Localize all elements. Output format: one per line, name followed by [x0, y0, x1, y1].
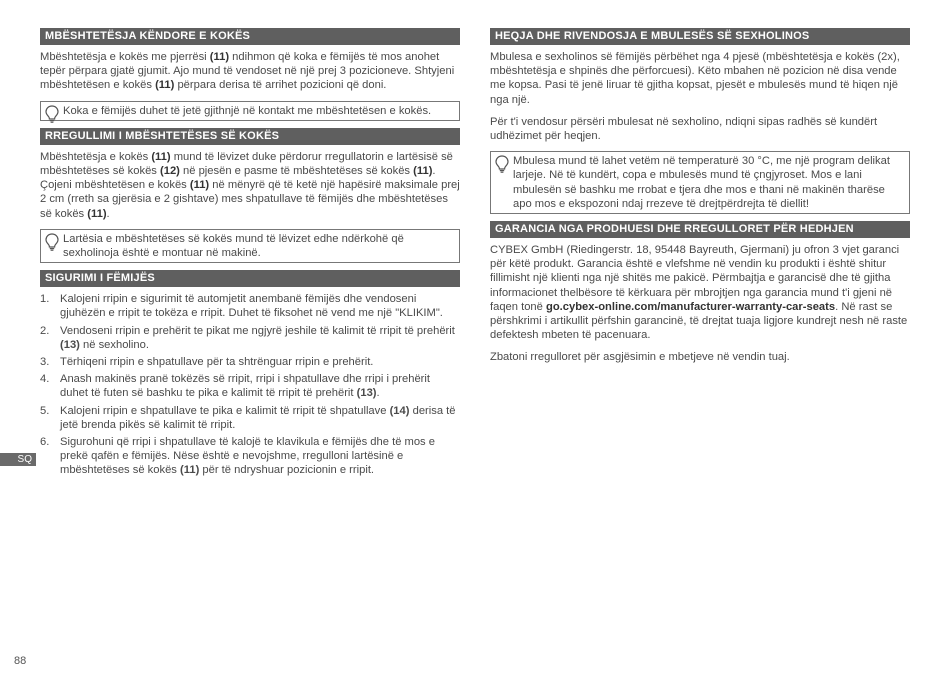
step-item	[40, 435, 460, 478]
step-text: Vendoseni rripin e prehërit te pikat me ngjyrë jeshile të kalimit të rripit të prehërit (13) në sexholino.	[60, 324, 455, 351]
lightbulb-icon	[495, 155, 509, 173]
note-text: Mbulesa mund të lahet vetëm në temperaturë 30 °C, me një program delikat larjeje. Në të kundërt, copa e mbulesës mund të çngjyroset. Mos e lani mbulesën së bashku me rrobat e tjera dhe mos e thani në makinën tharëse apo mos e ekspozoni ndaj rrezeve të drejtpërdrejta të diellit!	[513, 155, 890, 210]
steps-list	[40, 292, 460, 477]
paragraph-disposal: Zbatoni rregulloret për asgjësimin e mbetjeve në vendin tuaj.	[490, 351, 790, 364]
step-text: Kalojeni rripin e shpatullave te pika e kalimit të rripit të shpatullave (14) derisa të jetë brenda pikës së kalimit të rripit.	[60, 404, 456, 431]
part-reference: (14)	[389, 404, 410, 417]
part-reference: (11)	[189, 179, 210, 192]
part-reference: (11)	[180, 464, 200, 477]
step-number: 5.	[40, 404, 50, 417]
step-text: Anash makinës pranë tokëzës së rripit, rripi i shpatullave dhe rripi i prehërit duhet të futen së bashku te pika e kalimit të rripit të prehërit (13).	[60, 373, 430, 400]
step-number: 4.	[40, 373, 50, 386]
step-number: 6.	[40, 436, 50, 449]
step-item	[40, 372, 460, 400]
left-column	[40, 28, 460, 484]
page-number: 88	[14, 655, 27, 667]
section-title-warranty: GARANCIA NGA PRODHUESI DHE RREGULLORET PËR HEDHJEN	[490, 221, 910, 238]
paragraph-headrest-adjust: Mbështetësja e kokës (11) mund të lëvizet duke përdorur rregullatorin e lartësisë së mbështetëses së kokës (12) në pjesën e pasme të mbështetëses së kokës (11). Çojeni mbështetësen e kokës (11) në mënyrë që të ketë një hapësirë maksimale prej 2 cm (rreth sa gjerësia e 2 gishtave) mes shpatullave të fëmijës dhe mbështetëses së kokës (11).	[40, 150, 460, 220]
step-item	[40, 292, 460, 320]
paragraph-head-angle: Mbështetësja e kokës me pjerrësi (11) ndihmon që koka e fëmijës të mos anohet tepër përpara gjatë gjumit. Ajo mund të vendoset në një prej 3 pozicioneve. Shtyjeni mbështetësen e kokës (11) përpara derisa të arrihet pozicioni që doni.	[40, 51, 455, 92]
language-tab: SQ	[0, 453, 36, 466]
warranty-url: go.cybex-online.com/manufacturer-warranty-car-seats	[546, 300, 836, 313]
part-reference: (11)	[155, 79, 175, 92]
note-box-washing	[490, 151, 910, 214]
note-box-headrest-height	[40, 229, 460, 263]
lightbulb-icon	[45, 105, 59, 123]
paragraph-cover-parts: Mbulesa e sexholinos së fëmijës përbëhet nga 4 pjesë (mbështetësja e kokës (2x), mbështetësja e shpinës dhe përforcuesi). Këto mbahen në pozicion në disa vende me kopsa. Pasi të jenë liruar të gjitha kopsat, pjesët e mbulesës mund të hiqen një nga një.	[490, 51, 900, 106]
lightbulb-icon	[45, 233, 59, 251]
part-reference: (11)	[413, 165, 433, 178]
section-title-securing-child: SIGURIMI I FËMIJËS	[40, 270, 460, 287]
part-reference: (11)	[87, 207, 107, 220]
step-number: 2.	[40, 324, 50, 337]
section-title-cover-removal: HEQJA DHE RIVENDOSJA E MBULESËS SË SEXHOLINOS	[490, 28, 910, 45]
part-reference: (13)	[60, 338, 80, 351]
step-item	[40, 404, 460, 432]
part-reference: (13)	[356, 387, 377, 400]
note-text: Lartësia e mbështetëses së kokës mund të lëvizet edhe ndërkohë që sexholinoja është e montuar në makinë.	[63, 232, 404, 260]
paragraph-cover-reattach: Për t'i vendosur përsëri mbulesat në sexholino, ndiqni sipas radhës së kundërt udhëzimet për heqjen.	[490, 115, 878, 143]
step-item	[40, 355, 460, 369]
step-number: 3.	[40, 356, 50, 369]
step-text: Sigurohuni që rripi i shpatullave të kalojë te klavikula e fëmijës dhe të mos e prekë qafën e fëmijës. Nëse është e nevojshme, rregulloni lartësinë e mbështetëses së kokës (11) për të ndryshuar pozicionin e rripit.	[60, 436, 435, 477]
note-text: Koka e fëmijës duhet të jetë gjithnjë në kontakt me mbështetësen e kokës.	[63, 104, 432, 117]
section-title-head-angle: MBËSHTETËSJA KËNDORE E KOKËS	[40, 28, 460, 45]
note-box-head-contact	[40, 101, 460, 121]
paragraph-warranty: CYBEX GmbH (Riedingerstr. 18, 95448 Bayreuth, Gjermani) ju ofron 3 vjet garanci për këtë produkt. Garancia është e vlefshme në vendin ku produkti i është shitur fillimisht një klienti nga një shitës me pakicë. Përmbajtja e garancisë dhe të gjitha informacionet thelbësore të kërkuara për mbrojtjen nga garancia mund t'i gjeni në faqen tonë go.cybex-online.com/manufacturer-warranty-car-seats. Në rast se përshkrimi i artikullit përfshin garancinë, të drejtat tuaja ligjore kundrejt nesh në raste defektesh mbeten të pacenuara.	[490, 244, 908, 342]
step-item	[40, 324, 460, 352]
right-column	[490, 28, 910, 373]
part-reference: (11)	[209, 51, 230, 63]
step-text: Tërhiqeni rripin e shpatullave për ta shtrënguar rripin e prehërit.	[60, 356, 374, 369]
part-reference: (11)	[151, 150, 171, 163]
step-text: Kalojeni rripin e sigurimit të automjetit anembanë fëmijës dhe vendoseni gjuhëzën e rripit te tokëza e rripit. Duhet të fiksohet në vend me një "KLIKIM".	[60, 293, 443, 320]
part-reference: (12)	[160, 165, 180, 178]
step-number: 1.	[40, 293, 50, 306]
section-title-headrest-adjust: RREGULLIMI I MBËSHTETËSES SË KOKËS	[40, 128, 460, 145]
